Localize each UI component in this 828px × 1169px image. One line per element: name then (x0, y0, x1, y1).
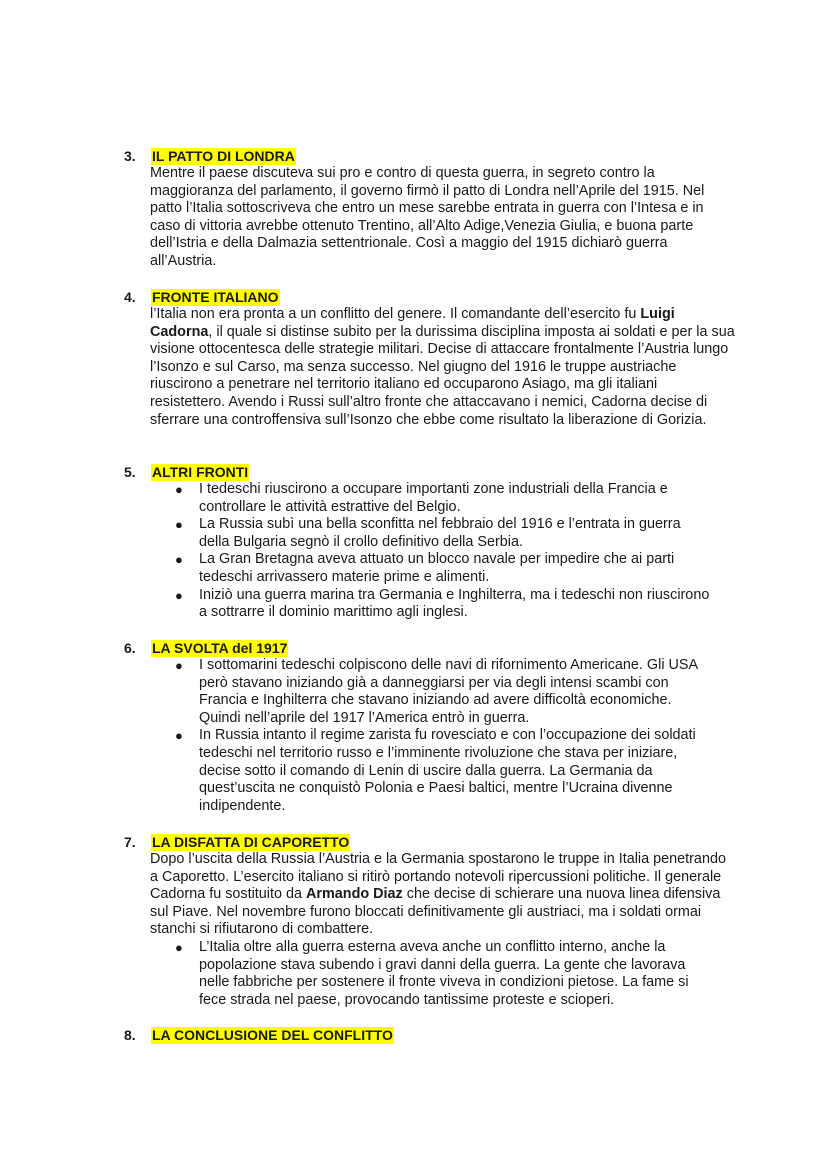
bullet-icon: ● (175, 517, 183, 533)
section-3 (124, 148, 734, 271)
section-number: 4. (124, 289, 136, 305)
text-span: , il quale si distinse subito per la durissima disciplina imposta ai soldati e per la sua visione ottocentesca delle strategie militari. Decise di attaccare frontalmente l’Austria lungo l’Isonzo e sul Carso, ma senza successo. Nel giugno del 1916 le truppe austriache riuscirono a penetrare nel territorio italiano ed occuparono Asiago, ma gli italiani resistettero. Avendo i Russi sull’altro fronte che attaccavano i nemici, Cadorna decise di sferrare una controffensiva sull’Isonzo che ebbe come risultato la liberazione di Gorizia. (150, 323, 735, 428)
section-heading (124, 834, 734, 851)
bullet-icon: ● (175, 482, 183, 497)
bullet-icon: ● (175, 552, 183, 568)
paragraph (150, 851, 735, 939)
list-item-text: I sottomarini tedeschi colpiscono delle navi di rifornimento Americane. Gli USA però stavano iniziando già a danneggiarsi per via degli intensi scambi con Francia e Inghilterra che stavano iniziando ad avere difficoltà economiche. Quindi nell’aprile del 1917 l’America entrò in guerra. (199, 657, 698, 726)
bullet-list (174, 657, 714, 815)
text-span: Dopo l’uscita della Russia l’Austria e la Germania spostarono le truppe in Italia penetrando a Caporetto. L’esercito italiano si ritirò portando notevoli ripercussioni politiche. Il generale Cadorna fu sostituito da (150, 851, 726, 903)
list-item (174, 657, 714, 727)
section-title: LA SVOLTA del 1917 (152, 640, 288, 656)
bold-name: Luigi Cadorna (150, 306, 675, 340)
section-number: 7. (124, 834, 136, 850)
section-7 (124, 834, 734, 1009)
section-heading (124, 640, 734, 657)
section-6 (124, 640, 734, 815)
list-item (174, 727, 714, 815)
bullet-icon: ● (175, 939, 183, 955)
text-span: che decise di schierare una nuova linea difensiva sul Piave. Nel novembre furono bloccati definitivamente gli austriaci, ma i soldati ormai stanchi si rifiutarono di combattere. (150, 886, 721, 938)
bullet-list (174, 481, 714, 622)
list-item (174, 587, 714, 622)
list-item-text: I tedeschi riuscirono a occupare importanti zone industriali della Francia e controllare le attività estrattive del Belgio. (199, 481, 668, 515)
bullet-icon: ● (175, 587, 183, 603)
section-body (150, 165, 735, 271)
bullet-icon: ● (175, 658, 183, 673)
list-item-text: Iniziò una guerra marina tra Germania e Inghilterra, ma i tedeschi non riuscirono a sottrarre il dominio marittimo agli inglesi. (199, 586, 710, 621)
paragraph (150, 306, 735, 429)
paragraph: Mentre il paese discuteva sui pro e contro di questa guerra, in segreto contro la maggioranza del parlamento, il governo firmò il patto di Londra nell’Aprile del 1915. Nel patto l’Italia sottoscriveva che entro un mese sarebbe entrata in guerra con l’Intesa e in caso di vittoria avrebbe ottenuto Trentino, all’Alto Adige,Venezia Giulia, e buona parte dell’Istria e della Dalmazia settentrionale. Così a maggio del 1915 dichiarò guerra all’Austria. (150, 165, 705, 269)
section-8 (124, 1027, 734, 1044)
section-heading (124, 1027, 734, 1044)
list-item (174, 939, 714, 1009)
section-heading (124, 148, 734, 165)
section-title: LA CONCLUSIONE DEL CONFLITTO (152, 1027, 393, 1043)
section-body (150, 306, 735, 429)
section-heading (124, 464, 734, 481)
text-span: l’Italia non era pronta a un conflitto del genere. Il comandante dell’esercito fu (150, 306, 641, 322)
list-item-text: La Gran Bretagna aveva attuato un blocco navale per impedire che ai parti tedeschi arrivassero materie prime e alimenti. (199, 551, 675, 585)
section-number: 6. (124, 640, 136, 656)
section-number: 3. (124, 148, 136, 164)
list-item (174, 481, 714, 516)
section-4 (124, 289, 734, 429)
section-title: LA DISFATTA DI CAPORETTO (152, 834, 350, 850)
list-item (174, 516, 714, 551)
list-item-text: L’Italia oltre alla guerra esterna aveva anche un conflitto interno, anche la popolazione stava subendo i gravi danni della guerra. La gente che lavorava nelle fabbriche per sostenere il fronte viveva in condizioni pietose. La fame si fece strada nel paese, provocando tantissime proteste e scioperi. (199, 938, 689, 1008)
section-5 (124, 464, 734, 622)
section-number: 5. (124, 464, 136, 480)
bullet-list (174, 939, 714, 1009)
section-title: ALTRI FRONTI (152, 464, 249, 480)
list-item-text: In Russia intanto il regime zarista fu rovesciato e con l’occupazione dei soldati tedeschi nel territorio russo e l’imminente rivoluzione che stava per iniziare, decise sotto il comando di Lenin di uscire dalla guerra. La Germania da quest’uscita ne conquistò Polonia e Paesi baltici, mentre l’Ucraina divenne indipendente. (199, 727, 696, 814)
section-title: FRONTE ITALIANO (152, 289, 279, 305)
bold-name: Armando Diaz (306, 886, 403, 903)
section-heading (124, 289, 734, 306)
bullet-icon: ● (175, 728, 183, 744)
section-number: 8. (124, 1027, 136, 1043)
section-title: IL PATTO DI LONDRA (152, 148, 295, 164)
section-body (150, 851, 735, 939)
list-item (174, 551, 714, 586)
list-item-text: La Russia subì una bella sconfitta nel febbraio del 1916 e l’entrata in guerra della Bulgaria segnò il crollo definitivo della Serbia. (199, 516, 681, 550)
